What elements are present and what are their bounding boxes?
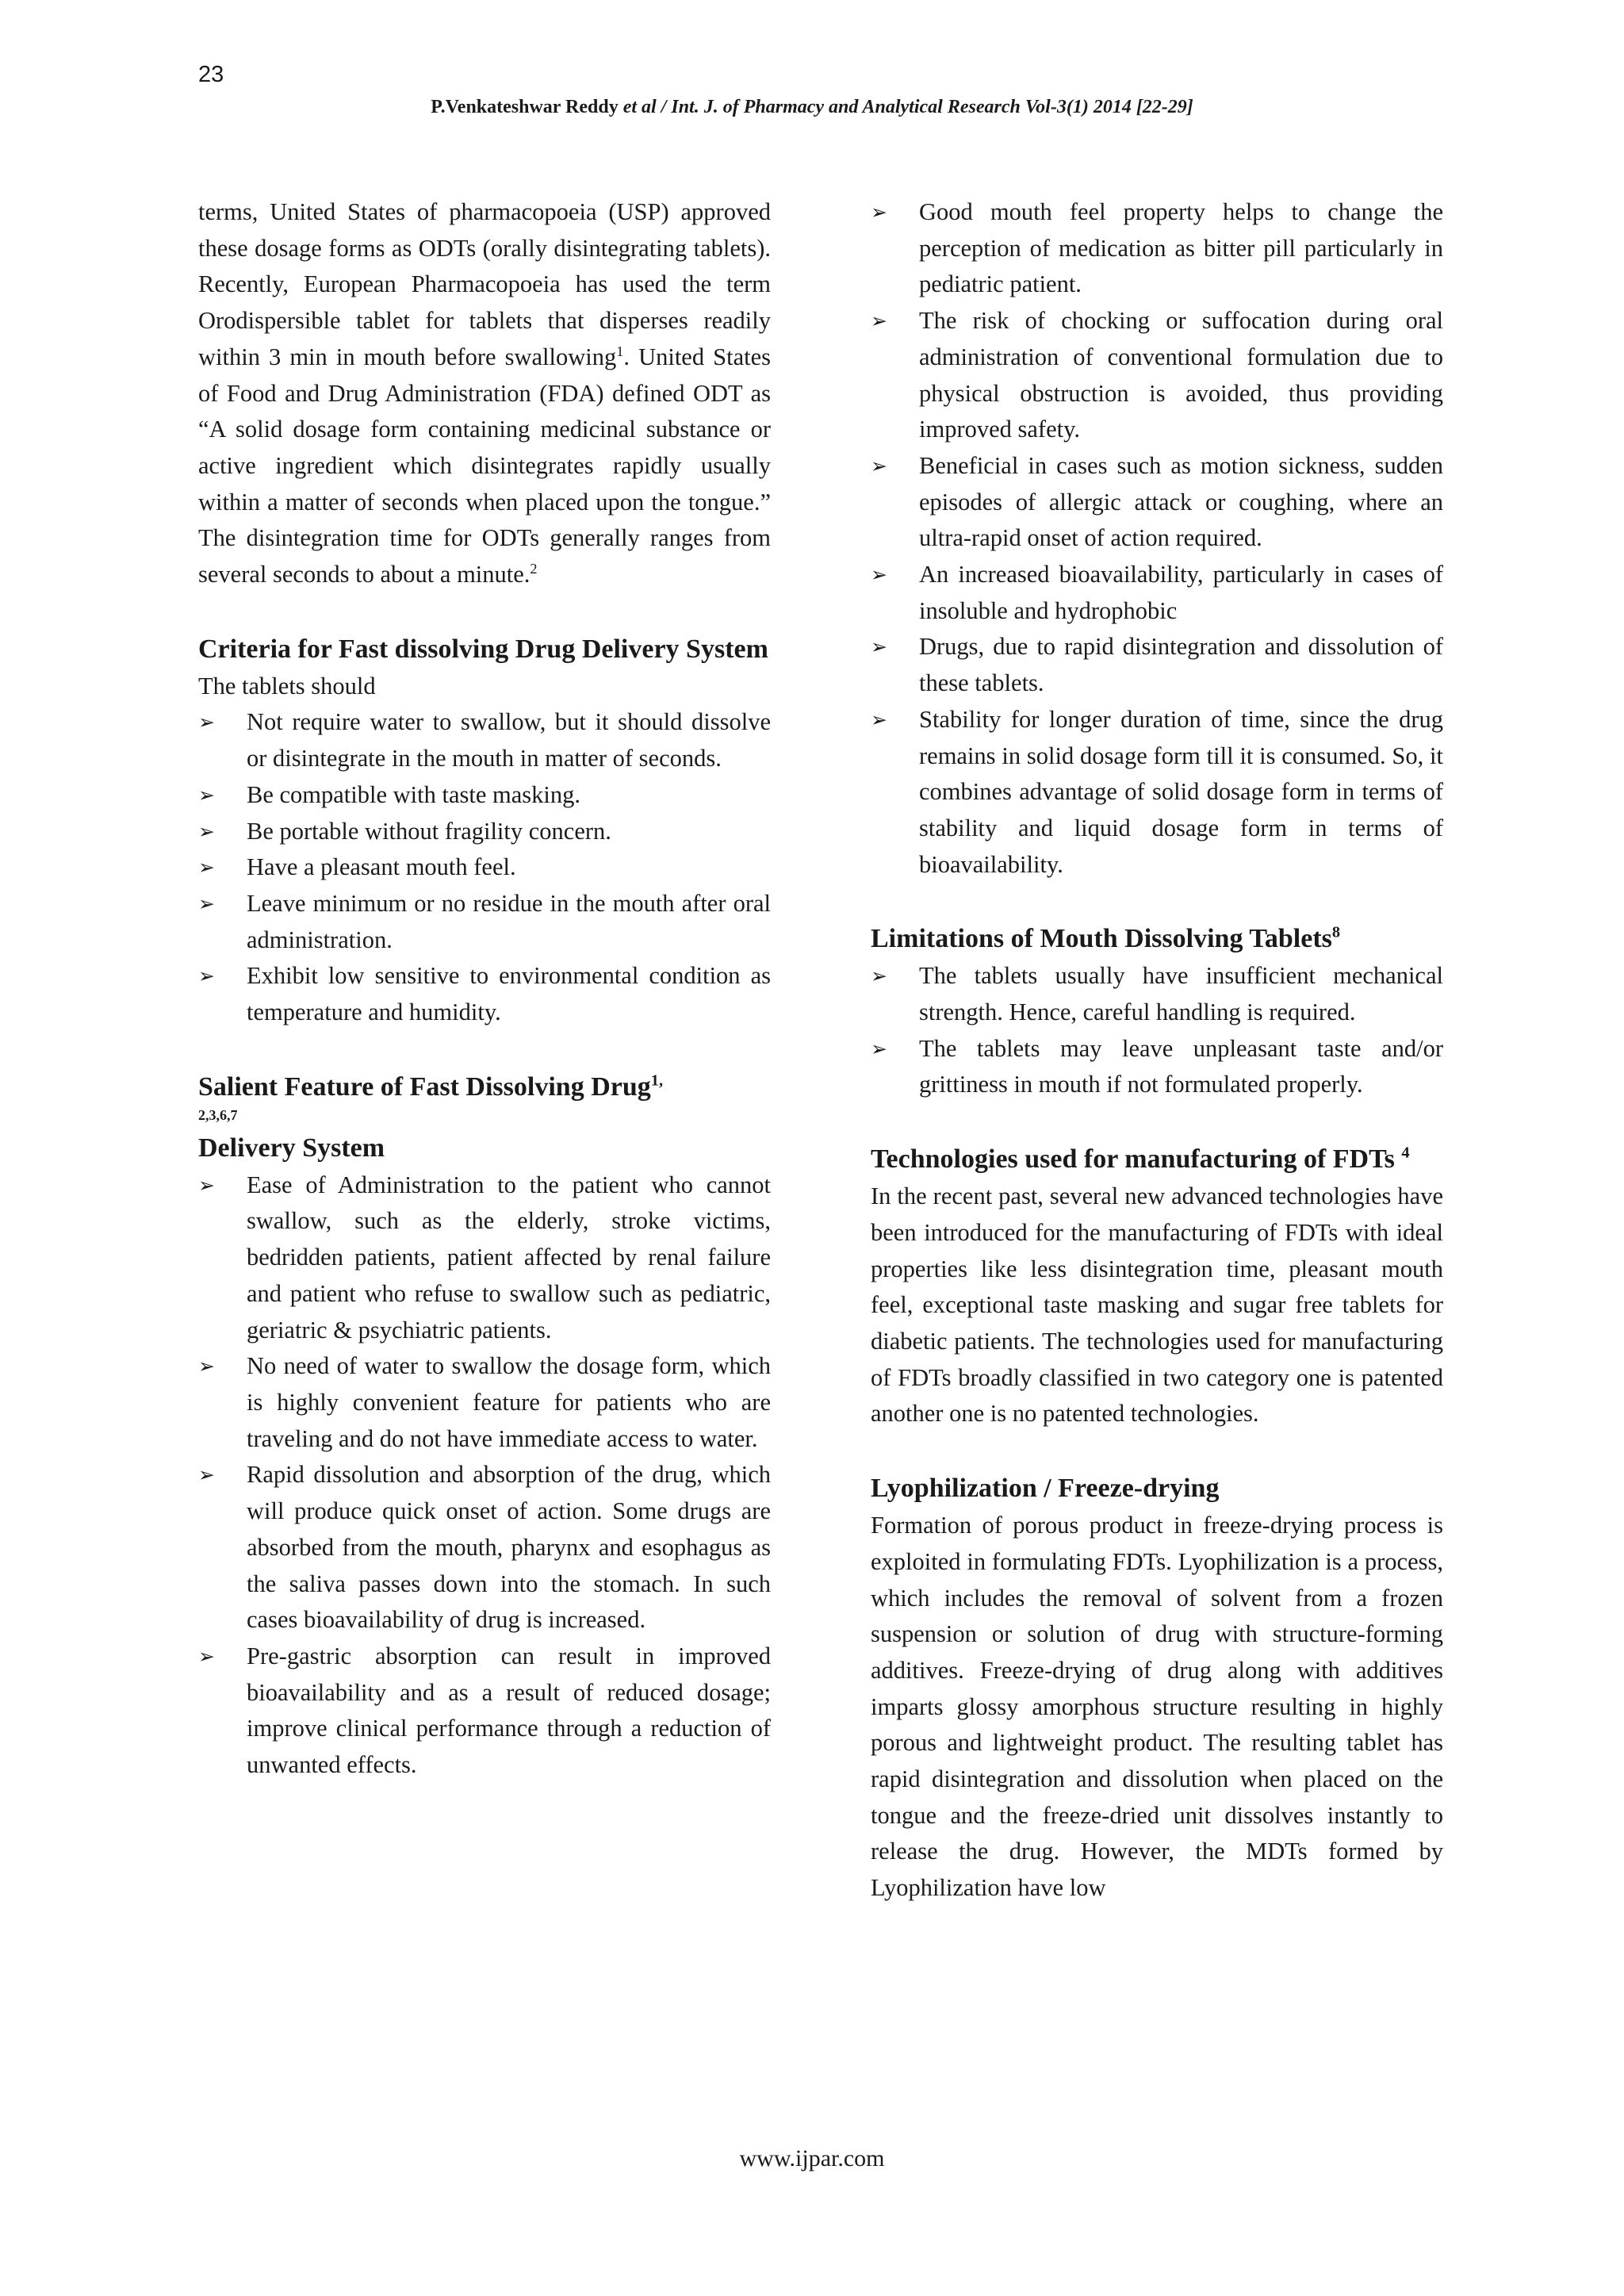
arrowhead-bullet-icon: ➢	[871, 454, 887, 477]
list-item: ➢ The tablets may leave unpleasant taste and/or grittiness in mouth if not formulated properly.	[871, 1031, 1443, 1103]
list-item: ➢ The risk of chocking or suffocation during oral administration of conventional formulation due to physical obstruction is avoided, thus providing improved safety.	[871, 303, 1443, 448]
citation-sup-continued: 2,3,6,7	[198, 1106, 238, 1123]
arrowhead-bullet-icon: ➢	[198, 819, 215, 843]
delivery-heading: Delivery System	[198, 1133, 385, 1163]
arrowhead-bullet-icon: ➢	[198, 1173, 215, 1197]
running-header	[0, 97, 1624, 118]
intro-paragraph: terms, United States of pharmacopoeia (USP) approved these dosage forms as ODTs (orally disintegrating tablets). Recently, European Pharmacopoeia has used the term Orodispersible tablet for tablets that disperses readily within 3 min in mouth before swallowing$^1$. United States of Food and Drug Administration (FDA) defined ODT as “A solid dosage form containing medicinal substance or active ingredient which disintegrates rapidly usually within a matter of seconds when placed upon the tongue.” The disintegration time for ODTs generally ranges from several seconds to about a minute.$^2$	[198, 198, 771, 588]
citation-sup: 2	[530, 560, 538, 577]
list-item: ➢ No need of water to swallow the dosage form, which is highly convenient feature for patients who are traveling and do not have immediate access to water.	[198, 1348, 771, 1457]
arrowhead-bullet-icon: ➢	[198, 1463, 215, 1487]
list-item: ➢ Good mouth feel property helps to change the perception of medication as bitter pill particularly in pediatric patient.	[871, 194, 1443, 303]
header-journal: / Int. J. of Pharmacy and Analytical Research Vol-3(1) 2014 [22-29]	[661, 97, 1193, 117]
left-column	[198, 194, 771, 1784]
right-column	[871, 194, 1443, 1907]
citation-sup: 1,	[650, 1071, 664, 1090]
list-item: ➢ Rapid dissolution and absorption of the drug, which will produce quick onset of action. Some drugs are absorbed from the mouth, pharynx and esophagus as the saliva passes down into the stomach. In such cases bioavailability of drug is increased.	[198, 1457, 771, 1639]
citation-sup: 8	[1331, 924, 1341, 942]
page-number: 23	[198, 62, 224, 87]
lyophilization-heading: Lyophilization / Freeze-drying	[871, 1474, 1220, 1504]
arrowhead-bullet-icon: ➢	[198, 1644, 215, 1668]
technologies-heading: Technologies used for manufacturing of FDTs $^4$	[871, 1144, 1410, 1175]
header-etal: et al	[622, 97, 657, 117]
salient-list	[198, 1167, 771, 1784]
list-item: ➢ An increased bioavailability, particularly in cases of insoluble and hydrophobic	[871, 557, 1443, 629]
citation-sup: 1	[616, 343, 624, 359]
arrowhead-bullet-icon: ➢	[198, 1355, 215, 1378]
arrowhead-bullet-icon: ➢	[198, 783, 215, 807]
list-item: ➢ Ease of Administration to the patient who cannot swallow, such as the elderly, stroke victims, bedridden patients, patient affected by renal failure and patient who refuse to swallow such as pediatric, geriatric & psychiatric patients.	[198, 1167, 771, 1349]
arrowhead-bullet-icon: ➢	[198, 891, 215, 915]
criteria-lead: The tablets should	[198, 672, 376, 700]
arrowhead-bullet-icon: ➢	[198, 856, 215, 880]
arrowhead-bullet-icon: ➢	[871, 309, 887, 333]
arrowhead-bullet-icon: ➢	[871, 1037, 887, 1060]
arrowhead-bullet-icon: ➢	[871, 964, 887, 988]
list-item: ➢ Pre-gastric absorption can result in improved bioavailability and as a result of reduced dosage; improve clinical performance through a reduction of unwanted effects.	[198, 1639, 771, 1784]
citation-sup: 4	[1401, 1144, 1410, 1162]
salient-heading: Salient Feature of Fast Dissolving Drug$^{1,}$ 2,3,6,7	[198, 1068, 771, 1124]
arrowhead-bullet-icon: ➢	[198, 964, 215, 988]
list-item: ➢ Not require water to swallow, but it should dissolve or disintegrate in the mouth in matter of seconds.	[198, 704, 771, 776]
list-item: ➢ Be compatible with taste masking.	[198, 777, 771, 814]
limitations-heading: Limitations of Mouth Dissolving Tablets$^8$	[871, 924, 1341, 954]
list-item: ➢ Be portable without fragility concern.	[198, 814, 771, 850]
list-item: ➢ Drugs, due to rapid disintegration and dissolution of these tablets.	[871, 629, 1443, 701]
arrowhead-bullet-icon: ➢	[871, 635, 887, 659]
technologies-paragraph: In the recent past, several new advanced technologies have been introduced for the manufacturing of FDTs with ideal properties like less disintegration time, pleasant mouth feel, exceptional taste masking and sugar free tablets for diabetic patients. The technologies used for manufacturing of FDTs broadly classified in two category one is patented another one is no patented technologies.	[871, 1182, 1443, 1428]
criteria-list	[198, 704, 771, 1030]
list-item: ➢ Stability for longer duration of time, since the drug remains in solid dosage form till it is consumed. So, it combines advantage of solid dosage form in terms of stability and liquid dosage form in terms of bioavailability.	[871, 702, 1443, 884]
list-item: ➢ Have a pleasant mouth feel.	[198, 849, 771, 886]
feature-list	[871, 194, 1443, 883]
list-item: ➢ Exhibit low sensitive to environmental condition as temperature and humidity.	[198, 958, 771, 1030]
limitations-list	[871, 958, 1443, 1103]
header-author: P.Venkateshwar Reddy	[431, 97, 619, 117]
list-item: ➢ Leave minimum or no residue in the mouth after oral administration.	[198, 886, 771, 958]
arrowhead-bullet-icon: ➢	[871, 563, 887, 587]
list-item: ➢ The tablets usually have insufficient mechanical strength. Hence, careful handling is required.	[871, 958, 1443, 1030]
lyophilization-paragraph: Formation of porous product in freeze-drying process is exploited in formulating FDTs. Lyophilization is a process, which includes the removal of solvent from a frozen suspension or solution of drug with structure-forming additives. Freeze-drying of drug along with additives imparts glossy amorphous structure resulting in highly porous and lightweight product. The resulting tablet has rapid disintegration and dissolution when placed on the tongue and the freeze-dried unit dissolves instantly to release the drug. However, the MDTs formed by Lyophilization have low	[871, 1512, 1443, 1902]
arrowhead-bullet-icon: ➢	[198, 711, 215, 734]
footer-url: www.ijpar.com	[739, 2145, 885, 2171]
arrowhead-bullet-icon: ➢	[871, 201, 887, 224]
criteria-heading: Criteria for Fast dissolving Drug Delivery System	[198, 634, 768, 664]
arrowhead-bullet-icon: ➢	[871, 707, 887, 731]
list-item: ➢ Beneficial in cases such as motion sickness, sudden episodes of allergic attack or coughing, where an ultra-rapid onset of action required.	[871, 448, 1443, 557]
